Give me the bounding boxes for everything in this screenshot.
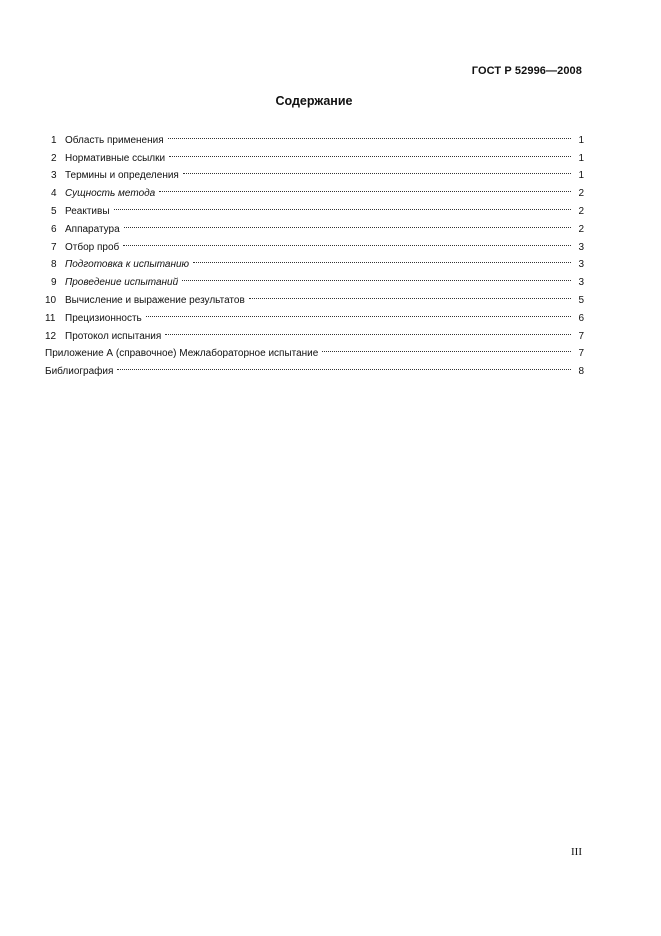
toc-entry-number: 10 xyxy=(45,294,57,306)
toc-entry[interactable] xyxy=(45,250,584,271)
toc-entry-page: 1 xyxy=(578,152,584,164)
toc-entry-number: 8 xyxy=(51,259,57,271)
toc-entry-title: Отбор проб xyxy=(65,241,120,253)
toc-entry-title: Протокол испытания xyxy=(65,330,162,342)
toc-entry-number: 7 xyxy=(51,241,57,253)
toc-entry-title: Нормативные ссылки xyxy=(65,152,166,164)
toc-entry[interactable] xyxy=(45,196,584,217)
toc-entry-page: 5 xyxy=(578,294,584,306)
toc-entry-page: 1 xyxy=(578,170,584,182)
toc-leader-dots xyxy=(124,214,571,232)
toc-entry-page: 8 xyxy=(578,366,584,378)
toc-leader-dots xyxy=(322,339,571,357)
toc-entry-page: 2 xyxy=(578,223,584,235)
toc-leader-dots xyxy=(114,196,571,214)
toc-entry-title: Прецизионность xyxy=(65,312,142,324)
toc-entry-number: 12 xyxy=(45,330,57,342)
toc-entry[interactable] xyxy=(45,214,584,235)
toc-leader-dots xyxy=(117,356,571,374)
toc-entry-title: Область применения xyxy=(65,134,164,146)
toc-entry-page: 1 xyxy=(578,134,584,146)
document-code: ГОСТ Р 52996—2008 xyxy=(471,65,582,77)
toc-entry-bibliography[interactable] xyxy=(45,356,584,378)
toc-entry[interactable] xyxy=(45,125,584,146)
toc-entry-title: Реактивы xyxy=(65,205,110,217)
toc-entry[interactable] xyxy=(45,232,584,253)
toc-leader-dots xyxy=(169,143,571,161)
toc-leader-dots xyxy=(249,285,571,303)
toc-leader-dots xyxy=(183,161,571,179)
toc-entry-page: 3 xyxy=(578,277,584,289)
toc-entry-number: 4 xyxy=(51,188,57,200)
toc-entry-title: Приложение А (справочное) Межлабораторное испытание xyxy=(45,348,319,360)
toc-leader-dots xyxy=(146,303,571,321)
toc-entry-title: Вычисление и выражение результатов xyxy=(65,294,245,306)
toc-entry-title: Термины и определения xyxy=(65,170,179,182)
toc-entry-page: 2 xyxy=(578,205,584,217)
toc-entry-title: Библиография xyxy=(45,366,114,378)
toc-leader-dots xyxy=(168,125,571,143)
toc-leader-dots xyxy=(182,267,571,285)
toc-entry-number: 6 xyxy=(51,223,57,235)
toc-entry-page: 2 xyxy=(578,188,584,200)
toc-title: Содержание xyxy=(275,94,353,108)
toc-entry-number: 2 xyxy=(51,152,57,164)
toc-entry-number: 11 xyxy=(45,312,56,324)
toc-entry-page: 3 xyxy=(578,241,584,253)
toc-leader-dots xyxy=(123,232,571,250)
page-number: III xyxy=(571,846,582,858)
toc-entry-title: Подготовка к испытанию xyxy=(65,259,190,271)
toc-leader-dots xyxy=(159,178,571,196)
toc-entry-page: 7 xyxy=(578,330,584,342)
toc-entry-title: Сущность метода xyxy=(65,188,156,200)
toc-leader-dots xyxy=(193,250,571,268)
toc-entry-title: Проведение испытаний xyxy=(65,277,179,289)
toc-entry-number: 5 xyxy=(51,205,57,217)
toc-entry-title: Аппаратура xyxy=(65,223,120,235)
toc-entry-number: 9 xyxy=(51,277,57,289)
table-of-contents xyxy=(45,125,584,378)
toc-entry-number: 1 xyxy=(51,134,57,146)
toc-entry-page: 3 xyxy=(578,259,584,271)
toc-entry-page: 7 xyxy=(578,348,584,360)
toc-leader-dots xyxy=(165,321,571,339)
toc-entry-number: 3 xyxy=(51,170,57,182)
toc-entry-page: 6 xyxy=(578,312,584,324)
